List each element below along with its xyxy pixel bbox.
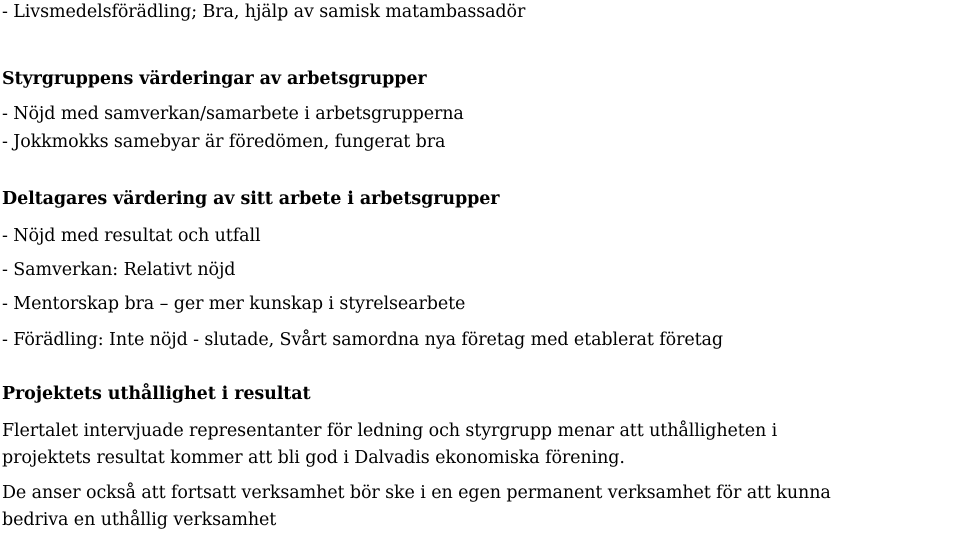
participants-item: - Mentorskap bra – ger mer kunskap i styrelsearbete bbox=[2, 294, 466, 314]
sustainability-heading: Projektets uthållighet i resultat bbox=[2, 384, 311, 404]
sustainability-paragraph-line: Flertalet intervjuade representanter för ledning och styrgrupp menar att uthålligheten i bbox=[2, 421, 778, 441]
participants-item: - Förädling: Inte nöjd - slutade, Svårt samordna nya företag med etablerat företag bbox=[2, 330, 723, 350]
steering-item: - Nöjd med samverkan/samarbete i arbetsgrupperna bbox=[2, 104, 464, 124]
sustainability-paragraph-line: De anser också att fortsatt verksamhet bör ske i en egen permanent verksamhet för att kunna bbox=[2, 483, 831, 503]
sustainability-paragraph-line: bedriva en uthållig verksamhet bbox=[2, 510, 277, 530]
steering-item: - Jokkmokks samebyar är föredömen, fungerat bra bbox=[2, 132, 446, 152]
participants-item: - Samverkan: Relativt nöjd bbox=[2, 260, 236, 280]
intro-line: - Livsmedelsförädling; Bra, hjälp av samisk matambassadör bbox=[2, 2, 526, 22]
steering-heading: Styrgruppens värderingar av arbetsgrupper bbox=[2, 69, 427, 89]
sustainability-paragraph-line: projektets resultat kommer att bli god i Dalvadis ekonomiska förening. bbox=[2, 448, 625, 468]
participants-item: - Nöjd med resultat och utfall bbox=[2, 226, 261, 246]
participants-heading: Deltagares värdering av sitt arbete i arbetsgrupper bbox=[2, 189, 500, 209]
